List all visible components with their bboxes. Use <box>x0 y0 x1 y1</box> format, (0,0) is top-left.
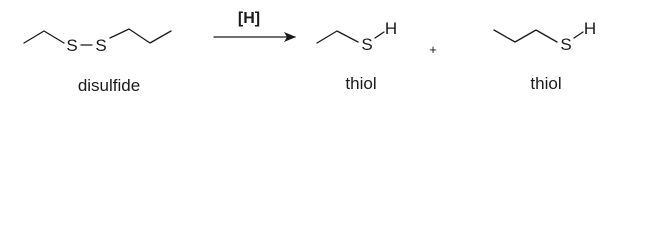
thiol-2-s-h-bond <box>574 32 583 38</box>
thiol-molecule-1 <box>317 19 397 54</box>
thiol-2-hydrogen: H <box>583 19 597 38</box>
reagent-label: [H] <box>237 10 261 27</box>
thiol-2-caption: thiol <box>530 74 562 93</box>
disulfide-sulfur-1: S <box>66 36 78 55</box>
thiol-2-sulfur: S <box>560 35 572 54</box>
plus-sign: + <box>429 42 437 57</box>
thiol-molecule-2 <box>494 19 596 54</box>
thiol-1-s-h-bond <box>375 32 384 38</box>
thiol-1-hydrogen: H <box>384 19 398 38</box>
disulfide-caption: disulfide <box>77 76 141 95</box>
disulfide-sulfur-2: S <box>95 36 107 55</box>
thiol-1-chain-bonds <box>317 31 358 43</box>
disulfide-right-chain-bonds <box>110 29 171 43</box>
disulfide-molecule <box>24 29 171 55</box>
thiol-1-sulfur: S <box>361 35 373 54</box>
disulfide-left-chain-bonds <box>24 31 64 43</box>
thiol-2-chain-bonds <box>494 30 557 42</box>
thiol-1-caption: thiol <box>345 74 377 93</box>
